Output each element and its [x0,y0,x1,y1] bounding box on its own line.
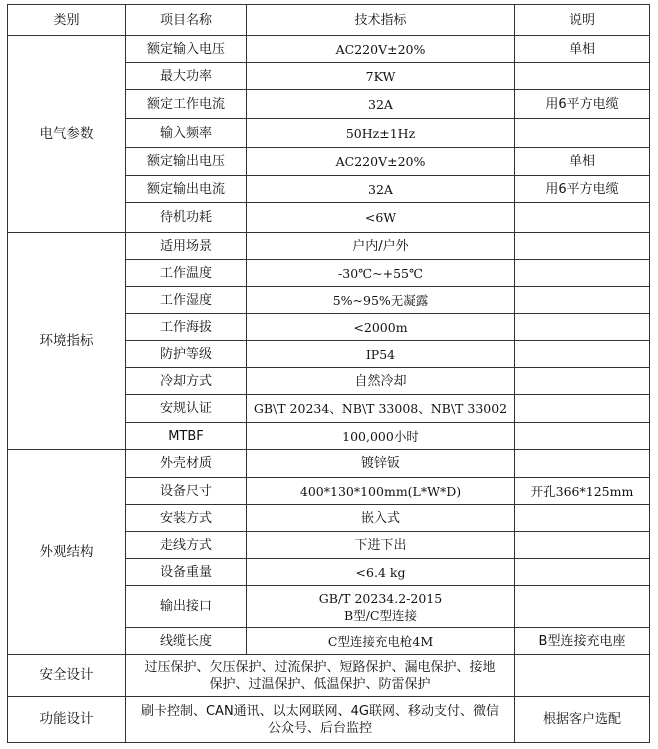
item-name: 设备重量 [126,559,247,586]
item-name: 设备尺寸 [126,478,247,505]
spec-line: 保护、过温保护、低温保护、防雷保护 [209,676,431,692]
item-spec: <6.4 kg [247,559,515,586]
header-category: 类别 [8,5,126,36]
item-name: 走线方式 [126,532,247,559]
table-row [8,655,650,697]
item-spec: 自然冷却 [247,368,515,395]
item-name: MTBF [126,423,247,450]
item-name: 额定输出电压 [126,148,247,176]
item-spec: 嵌入式 [247,505,515,532]
category-appearance: 外观结构 [8,450,126,655]
item-note [515,260,650,287]
table-row [8,697,650,743]
function-spec [126,697,515,743]
header-item: 项目名称 [126,5,247,36]
item-name: 外壳材质 [126,450,247,478]
item-spec-line: B型/C型连接 [344,607,417,623]
item-name: 最大功率 [126,63,247,90]
item-spec-line: GB/T 20234.2-2015 [318,590,443,606]
item-note: 单相 [515,36,650,63]
item-note: 用6平方电缆 [515,90,650,119]
item-note [515,655,650,697]
spec-table [7,4,650,743]
table-row [8,450,650,478]
item-name: 工作温度 [126,260,247,287]
header-row [8,5,650,36]
item-note [515,119,650,148]
safety-spec [126,655,515,697]
item-name: 冷却方式 [126,368,247,395]
item-spec: <6W [247,203,515,233]
spec-line: 过压保护、欠压保护、过流保护、短路保护、漏电保护、接地 [144,659,496,675]
item-name: 输出接口 [126,586,247,628]
item-note [515,450,650,478]
item-name: 额定工作电流 [126,90,247,119]
item-spec: AC220V±20% [247,36,515,63]
item-name: 安规认证 [126,395,247,423]
item-spec: 400*130*100mm(L*W*D) [247,478,515,505]
item-name: 待机功耗 [126,203,247,233]
item-note [515,395,650,423]
item-name: 工作海拔 [126,314,247,341]
item-note [515,203,650,233]
item-spec: <2000m [247,314,515,341]
header-spec: 技术指标 [247,5,515,36]
item-spec: 5%~95%无凝露 [247,287,515,314]
item-spec: 32A [247,90,515,119]
item-spec: 户内/户外 [247,233,515,260]
category-function: 功能设计 [8,697,126,743]
item-spec: C型连接充电枪4M [247,628,515,655]
item-note [515,559,650,586]
item-spec: 50Hz±1Hz [247,119,515,148]
item-name: 输入频率 [126,119,247,148]
table-row [8,233,650,260]
item-note [515,586,650,628]
item-note [515,341,650,368]
item-name: 额定输入电压 [126,36,247,63]
item-spec: GB\T 20234、NB\T 33008、NB\T 33002 [247,395,515,423]
item-note [515,505,650,532]
category-environment: 环境指标 [8,233,126,450]
item-name: 额定输出电流 [126,176,247,203]
item-note: 根据客户选配 [515,697,650,743]
item-note [515,314,650,341]
item-note [515,368,650,395]
item-note [515,423,650,450]
item-note: 开孔366*125mm [515,478,650,505]
item-spec: IP54 [247,341,515,368]
item-name: 工作湿度 [126,287,247,314]
item-name: 安装方式 [126,505,247,532]
item-spec: 32A [247,176,515,203]
item-spec: AC220V±20% [247,148,515,176]
item-name: 线缆长度 [126,628,247,655]
spec-line: 公众号、后台监控 [267,720,372,736]
item-spec: 下进下出 [247,532,515,559]
item-note: 用6平方电缆 [515,176,650,203]
item-spec: 镀锌钣 [247,450,515,478]
table-row [8,36,650,63]
item-spec: 100,000小时 [247,423,515,450]
spec-line: 刷卡控制、CAN通讯、以太网联网、4G联网、移动支付、微信 [140,703,500,719]
item-name: 适用场景 [126,233,247,260]
item-spec: 7KW [247,63,515,90]
category-electrical: 电气参数 [8,36,126,233]
header-note: 说明 [515,5,650,36]
item-note [515,532,650,559]
item-spec: -30℃~+55℃ [247,260,515,287]
item-note [515,233,650,260]
item-note [515,287,650,314]
category-safety: 安全设计 [8,655,126,697]
item-note: B型连接充电座 [515,628,650,655]
item-note [515,63,650,90]
item-name: 防护等级 [126,341,247,368]
item-spec [247,586,515,628]
item-note: 单相 [515,148,650,176]
